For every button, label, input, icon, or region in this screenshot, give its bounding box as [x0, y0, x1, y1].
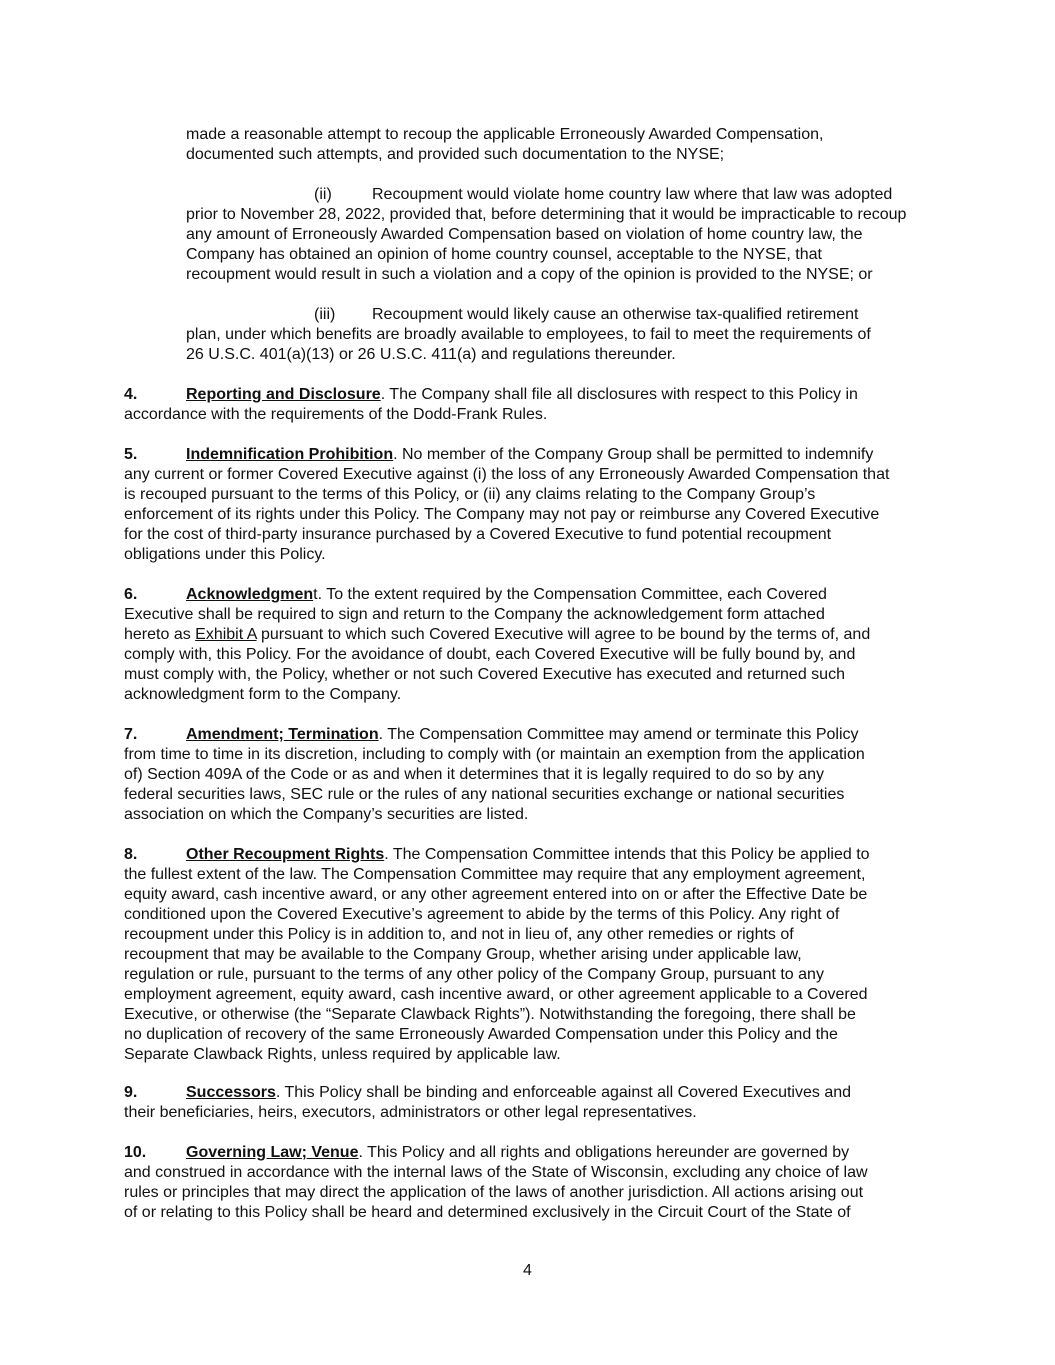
section-number: 9. [124, 1084, 138, 1101]
text-line: Company has obtained an opinion of home country counsel, acceptable to the NYSE, that [186, 246, 822, 263]
section-heading: Reporting and Disclosure [186, 386, 381, 403]
text-line: their beneficiaries, heirs, executors, administrators or other legal representatives. [124, 1104, 697, 1121]
text-line: of) Section 409A of the Code or as and when it determines that it is legally required to do so by any [124, 766, 824, 783]
text-line: no duplication of recovery of the same Erroneously Awarded Compensation under this Policy and the [124, 1026, 838, 1043]
section-number: 10. [124, 1144, 147, 1161]
section-number: 5. [124, 446, 138, 463]
text-line: . This Policy and all rights and obligations hereunder are governed by [358, 1144, 850, 1161]
text-line: plan, under which benefits are broadly available to employees, to fail to meet the requirements of [186, 326, 871, 343]
text-line: from time to time in its discretion, including to comply with (or maintain an exemption from the application [124, 746, 865, 763]
text-line: any amount of Erroneously Awarded Compensation based on violation of home country law, the [186, 226, 863, 243]
section-number: 7. [124, 726, 138, 743]
section-6 [124, 585, 870, 705]
text-line: association on which the Company’s securities are listed. [124, 806, 529, 823]
text-line: equity award, cash incentive award, or any other agreement entered into on or after the Effective Date be [124, 886, 868, 903]
text-line: enforcement of its rights under this Policy. The Company may not pay or reimburse any Covered Executive [124, 506, 880, 523]
text-line: of or relating to this Policy shall be heard and determined exclusively in the Circuit Court of the State of [124, 1204, 851, 1221]
text-line: made a reasonable attempt to recoup the applicable Erroneously Awarded Compensation, [186, 126, 824, 143]
text-line: . The Company shall file all disclosures with respect to this Policy in [380, 386, 858, 403]
section-heading: Other Recoupment Rights [186, 846, 385, 863]
section-7 [124, 725, 865, 825]
text-line: any current or former Covered Executive against (i) the loss of any Erroneously Awarded Compensation that [124, 466, 890, 483]
text-line: 26 U.S.C. 401(a)(13) or 26 U.S.C. 411(a) and regulations thereunder. [186, 346, 676, 363]
text-line: Recoupment would violate home country law where that law was adopted [372, 186, 893, 203]
section-8 [124, 845, 870, 1065]
text-line: accordance with the requirements of the Dodd-Frank Rules. [124, 406, 548, 423]
text-line: for the cost of third-party insurance purchased by a Covered Executive to fund potential recoupment [124, 526, 832, 543]
section-heading: Governing Law; Venue [186, 1144, 359, 1161]
text-line: is recouped pursuant to the terms of this Policy, or (ii) any claims relating to the Company Group’s [124, 486, 816, 503]
text-line: conditioned upon the Covered Executive’s agreement to abide by the terms of this Policy. Any right of [124, 906, 840, 923]
text-line: the fullest extent of the law. The Compensation Committee may require that any employment agreement, [124, 866, 866, 883]
section-number: 4. [124, 386, 138, 403]
section-heading: Termination [283, 726, 379, 743]
clause-marker: (iii) [314, 306, 336, 323]
section-9 [124, 1083, 851, 1123]
section-heading: Acknowledgmen [186, 586, 314, 603]
section-number: 6. [124, 586, 138, 603]
text-line: t. To the extent required by the Compensation Committee, each Covered [313, 586, 827, 603]
text-line: Recoupment would likely cause an otherwise tax-qualified retirement [372, 306, 859, 323]
text-line: Separate Clawback Rights, unless required by applicable law. [124, 1046, 561, 1063]
text-line: . The Compensation Committee may amend or terminate this Policy [378, 726, 859, 743]
text-line: federal securities laws, SEC rule or the rules of any national securities exchange or national securities [124, 786, 845, 803]
text-line: recoupment under this Policy is in addition to, and not in lieu of, any other remedies or rights of [124, 926, 794, 943]
text-line: prior to November 28, 2022, provided that, before determining that it would be impracticable to recoup [186, 206, 907, 223]
page-number: 4 [523, 1262, 532, 1279]
clause-ii [0, 185, 1055, 285]
clause-marker: (ii) [314, 186, 332, 203]
text-fragment: hereto as [124, 626, 196, 643]
continuation-paragraph [186, 125, 823, 165]
text-fragment: pursuant to which such Covered Executive will agree to be bound by the terms of, and [256, 626, 871, 643]
exhibit-a-reference: Exhibit A [195, 626, 257, 643]
text-line: must comply with, the Policy, whether or not such Covered Executive has executed and returned such [124, 666, 845, 683]
text-line: and construed in accordance with the internal laws of the State of Wisconsin, excluding any choice of law [124, 1164, 868, 1181]
text-line: employment agreement, equity award, cash incentive award, or other agreement applicable to a Covered [124, 986, 868, 1003]
text-line: . This Policy shall be binding and enforceable against all Covered Executives and [275, 1084, 852, 1101]
text-line: rules or principles that may direct the application of the laws of another jurisdiction. All actions arising out [124, 1184, 864, 1201]
text-line: documented such attempts, and provided such documentation to the NYSE; [186, 146, 725, 163]
section-4 [124, 385, 858, 425]
text-line: recoupment would result in such a violation and a copy of the opinion is provided to the NYSE; or [186, 266, 873, 283]
section-number: 8. [124, 846, 138, 863]
text-line: comply with, this Policy. For the avoidance of doubt, each Covered Executive will be fully bound by, and [124, 646, 856, 663]
text-line: acknowledgment form to the Company. [124, 686, 402, 703]
section-5 [124, 445, 889, 565]
heading-separator: ; [278, 726, 284, 743]
section-heading: Indemnification Prohibition [186, 446, 394, 463]
text-line: recoupment that may be available to the Company Group, whether arising under applicable law, [124, 946, 802, 963]
section-heading: Successors [186, 1084, 276, 1101]
text-line: obligations under this Policy. [124, 546, 326, 563]
section-heading: Amendment [186, 726, 279, 743]
section-10 [124, 1143, 868, 1223]
text-line: . No member of the Company Group shall be permitted to indemnify [393, 446, 874, 463]
text-line: . The Compensation Committee intends that this Policy be applied to [384, 846, 870, 863]
text-line: Executive shall be required to sign and return to the Company the acknowledgement form attached [124, 606, 825, 623]
clause-iii [0, 305, 1055, 365]
text-line: Executive, or otherwise (the “Separate Clawback Rights”). Notwithstanding the foregoing, there shall be [124, 1006, 856, 1023]
text-line: regulation or rule, pursuant to the terms of any other policy of the Company Group, pursuant to any [124, 966, 824, 983]
